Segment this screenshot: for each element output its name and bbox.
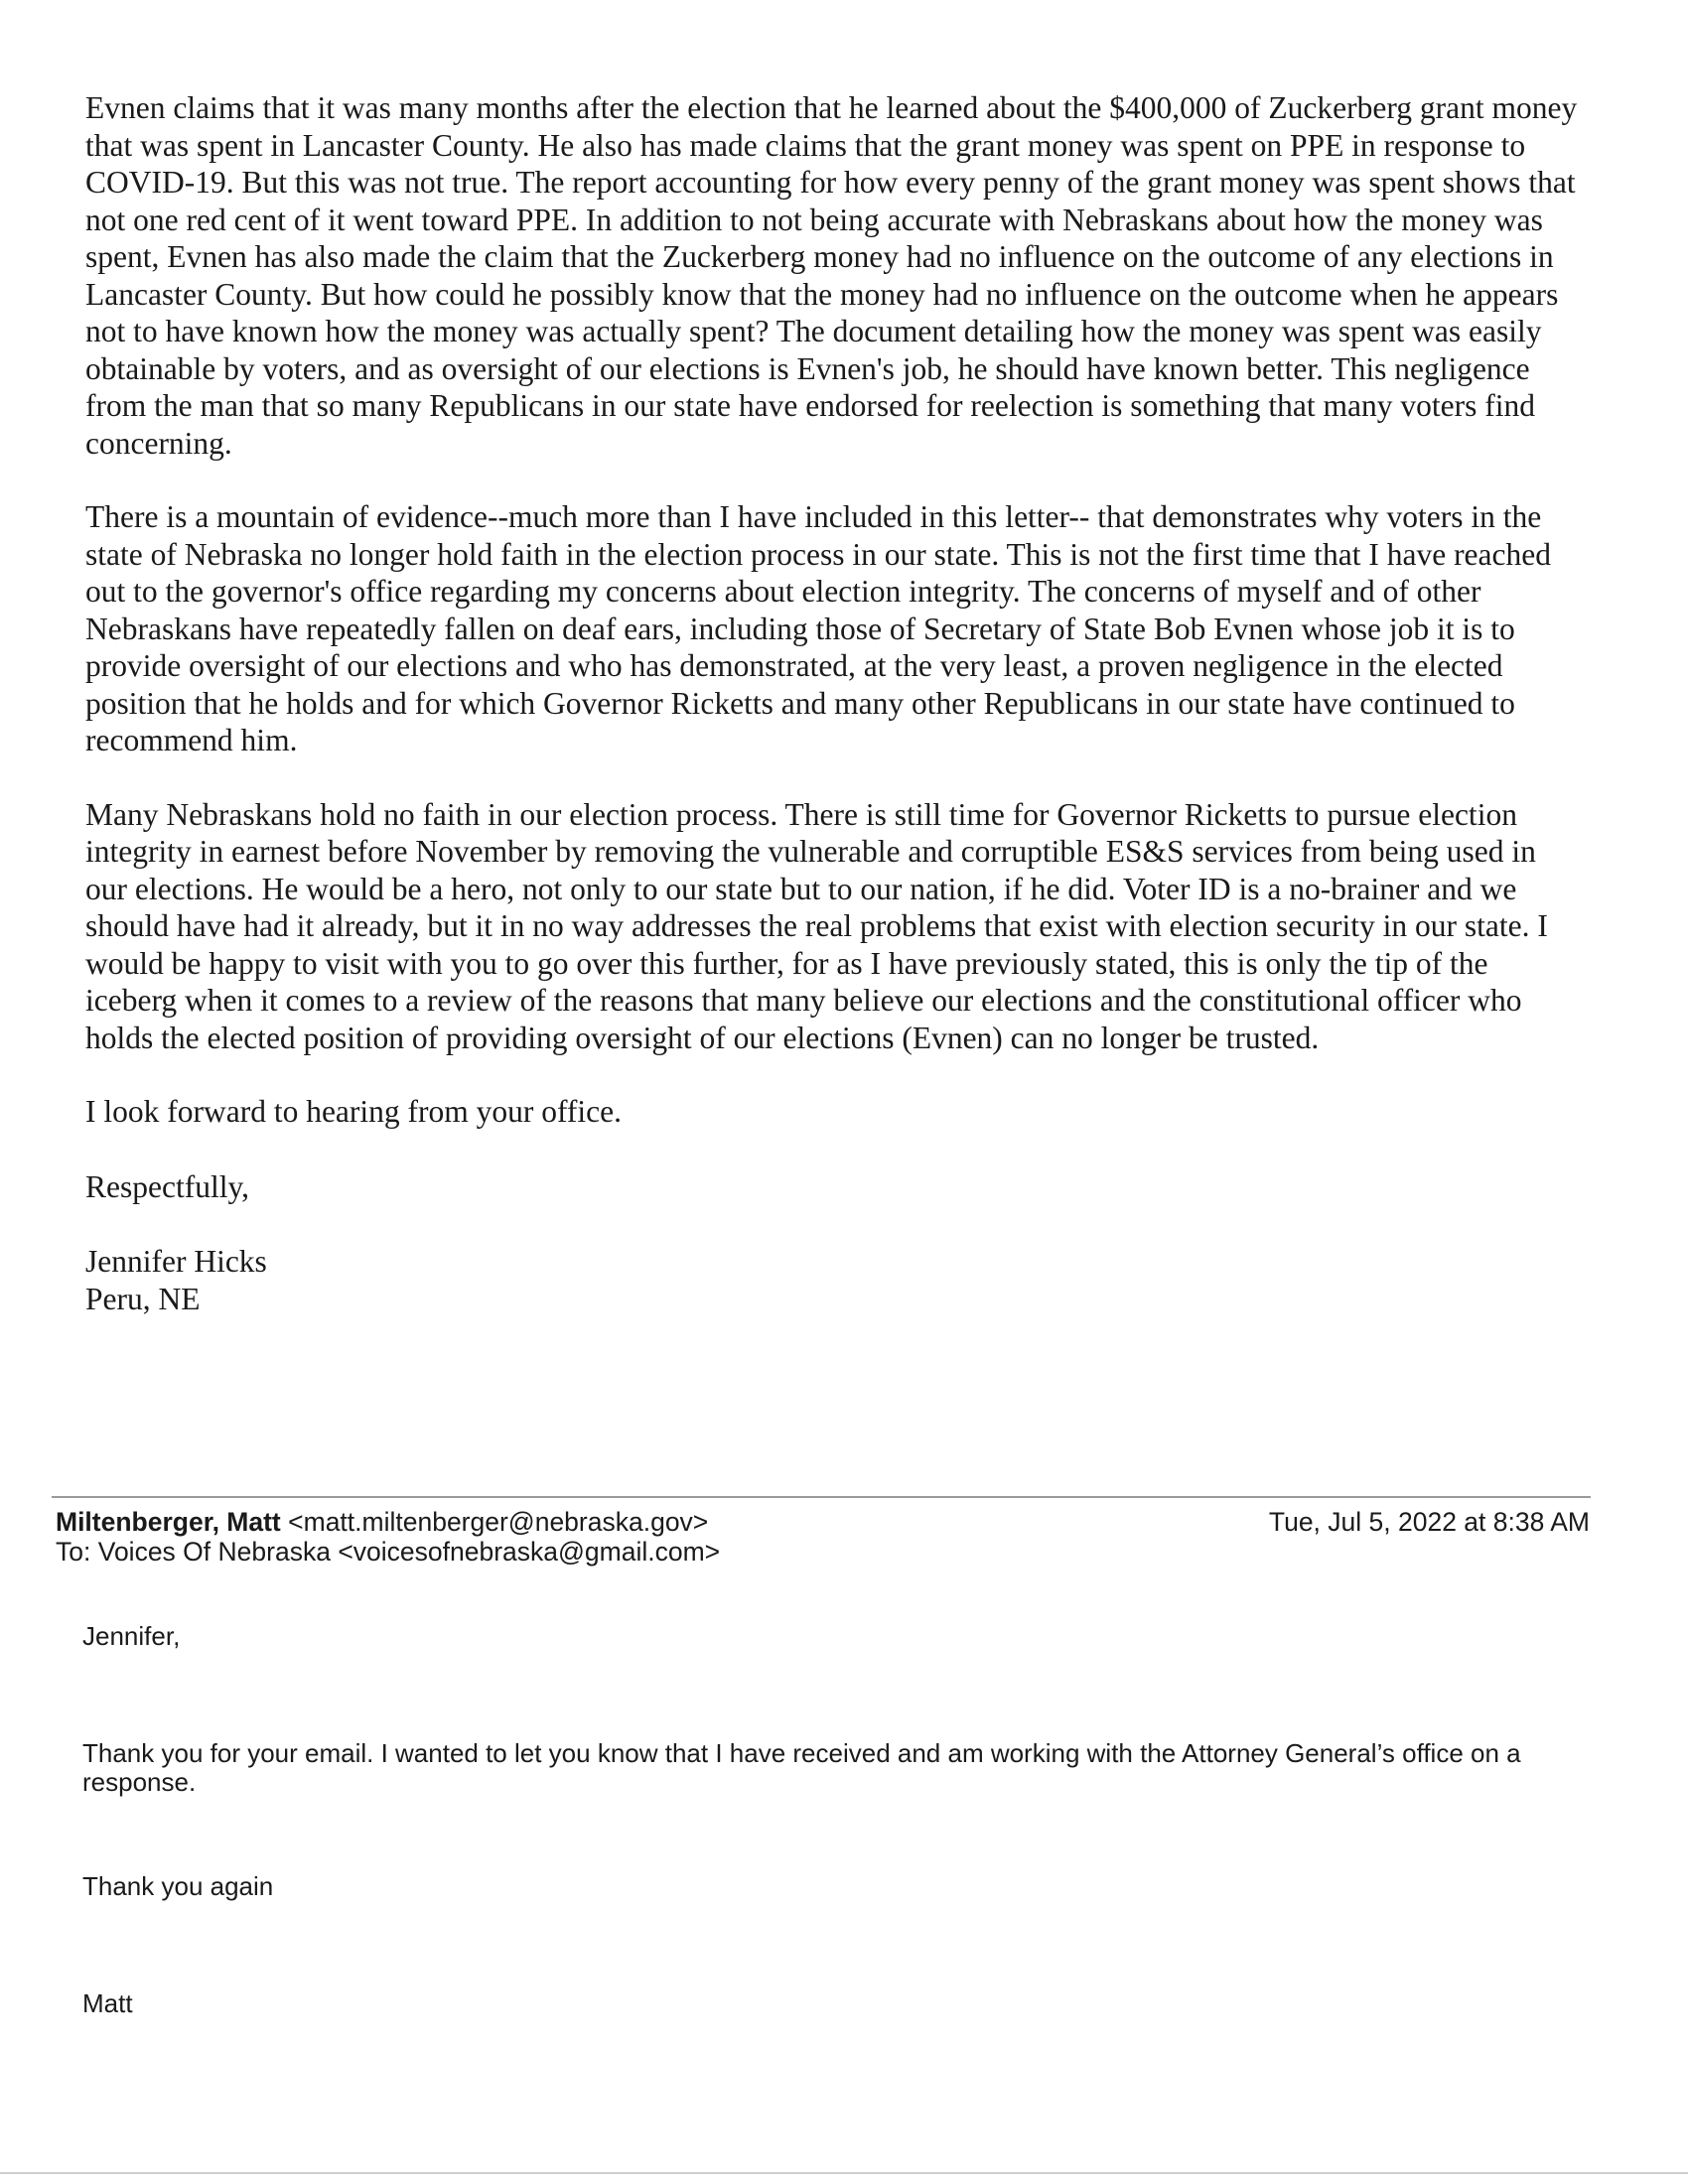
letter-paragraph: Many Nebraskans hold no faith in our election process. There is still time for Governor Ricketts to pursue election integrity in earnest before November by removing the vulnerable and corruptible ES&S services from being used in our elections. He would be a hero, not only to our state but to our nation, if he did. Voter ID is a no-brainer and we should have had it already, but it in no way addresses the real problems that exist with election security in our state. I would be happy to visit with you to go over this further, for as I have previously stated, this is only the tip of the iceberg when it comes to a review of the reasons that many believe our elections and the constitutional officer who holds the elected position of providing oversight of our elections (Evnen) can no longer be trusted. xyxy=(85,796,1548,1055)
email-divider xyxy=(52,1496,1591,1498)
sender-address[interactable]: <matt.miltenberger@nebraska.gov> xyxy=(288,1507,709,1537)
signer-location: Peru, NE xyxy=(85,1281,201,1316)
scan-edge-line xyxy=(0,2172,1688,2174)
email-message: Thank you for your email. I wanted to let you know that I have received and am working with the Attorney General’s office on a response. xyxy=(82,1738,1521,1797)
email-to-line xyxy=(56,1537,1590,1567)
email-thanks: Thank you again xyxy=(82,1871,274,1901)
letter-body xyxy=(85,89,1585,1355)
signer-name: Jennifer Hicks xyxy=(85,1244,267,1279)
sender-name: Miltenberger, Matt xyxy=(56,1507,281,1537)
letter-paragraph: Evnen claims that it was many months after the election that he learned about the $400,000 of Zuckerberg grant money that was spent in Lancaster County. He also has made claims that the grant money was spent on PPE in response to COVID-19. But this was not true. The report accounting for how every penny of the grant money was spent shows that not one red cent of it went toward PPE. In addition to not being accurate with Nebraskans about how the money was spent, Evnen has also made the claim that the Zuckerberg money had no influence on the outcome of any elections in Lancaster County. But how could he possibly know that the money had no influence on the outcome when he appears not to have known how the money was actually spent? The document detailing how the money was spent was easily obtainable by voters, and as oversight of our elections is Evnen's job, he should have known better. This negligence from the man that so many Republicans in our state have endorsed for reelection is something that many voters find concerning. xyxy=(85,90,1578,461)
sign-off: Respectfully, xyxy=(85,1168,250,1204)
email-header xyxy=(56,1507,1590,1567)
closing-line: I look forward to hearing from your office. xyxy=(85,1094,622,1129)
email-greeting: Jennifer, xyxy=(82,1621,181,1651)
email-date: Tue, Jul 5, 2022 at 8:38 AM xyxy=(1268,1507,1590,1537)
letter-signature xyxy=(85,1243,1585,1317)
letter-paragraph: There is a mountain of evidence--much more than I have included in this letter-- that demonstrates why voters in the state of Nebraska no longer hold faith in the election process in our state. This is not the first time that I have reached out to the governor's office regarding my concerns about election integrity. The concerns of myself and of other Nebraskans have repeatedly fallen on deaf ears, including those of Secretary of State Bob Evnen whose job it is to provide oversight of our elections and who has demonstrated, at the very least, a proven negligence in the elected position that he holds and for which Governor Ricketts and many other Republicans in our state have continued to recommend him. xyxy=(85,499,1551,757)
to-label: To: xyxy=(56,1537,91,1567)
recipient-address[interactable]: <voicesofnebraska@gmail.com> xyxy=(338,1537,721,1567)
email-signature: Matt xyxy=(82,1988,133,2018)
recipient-name: Voices Of Nebraska xyxy=(97,1537,331,1567)
